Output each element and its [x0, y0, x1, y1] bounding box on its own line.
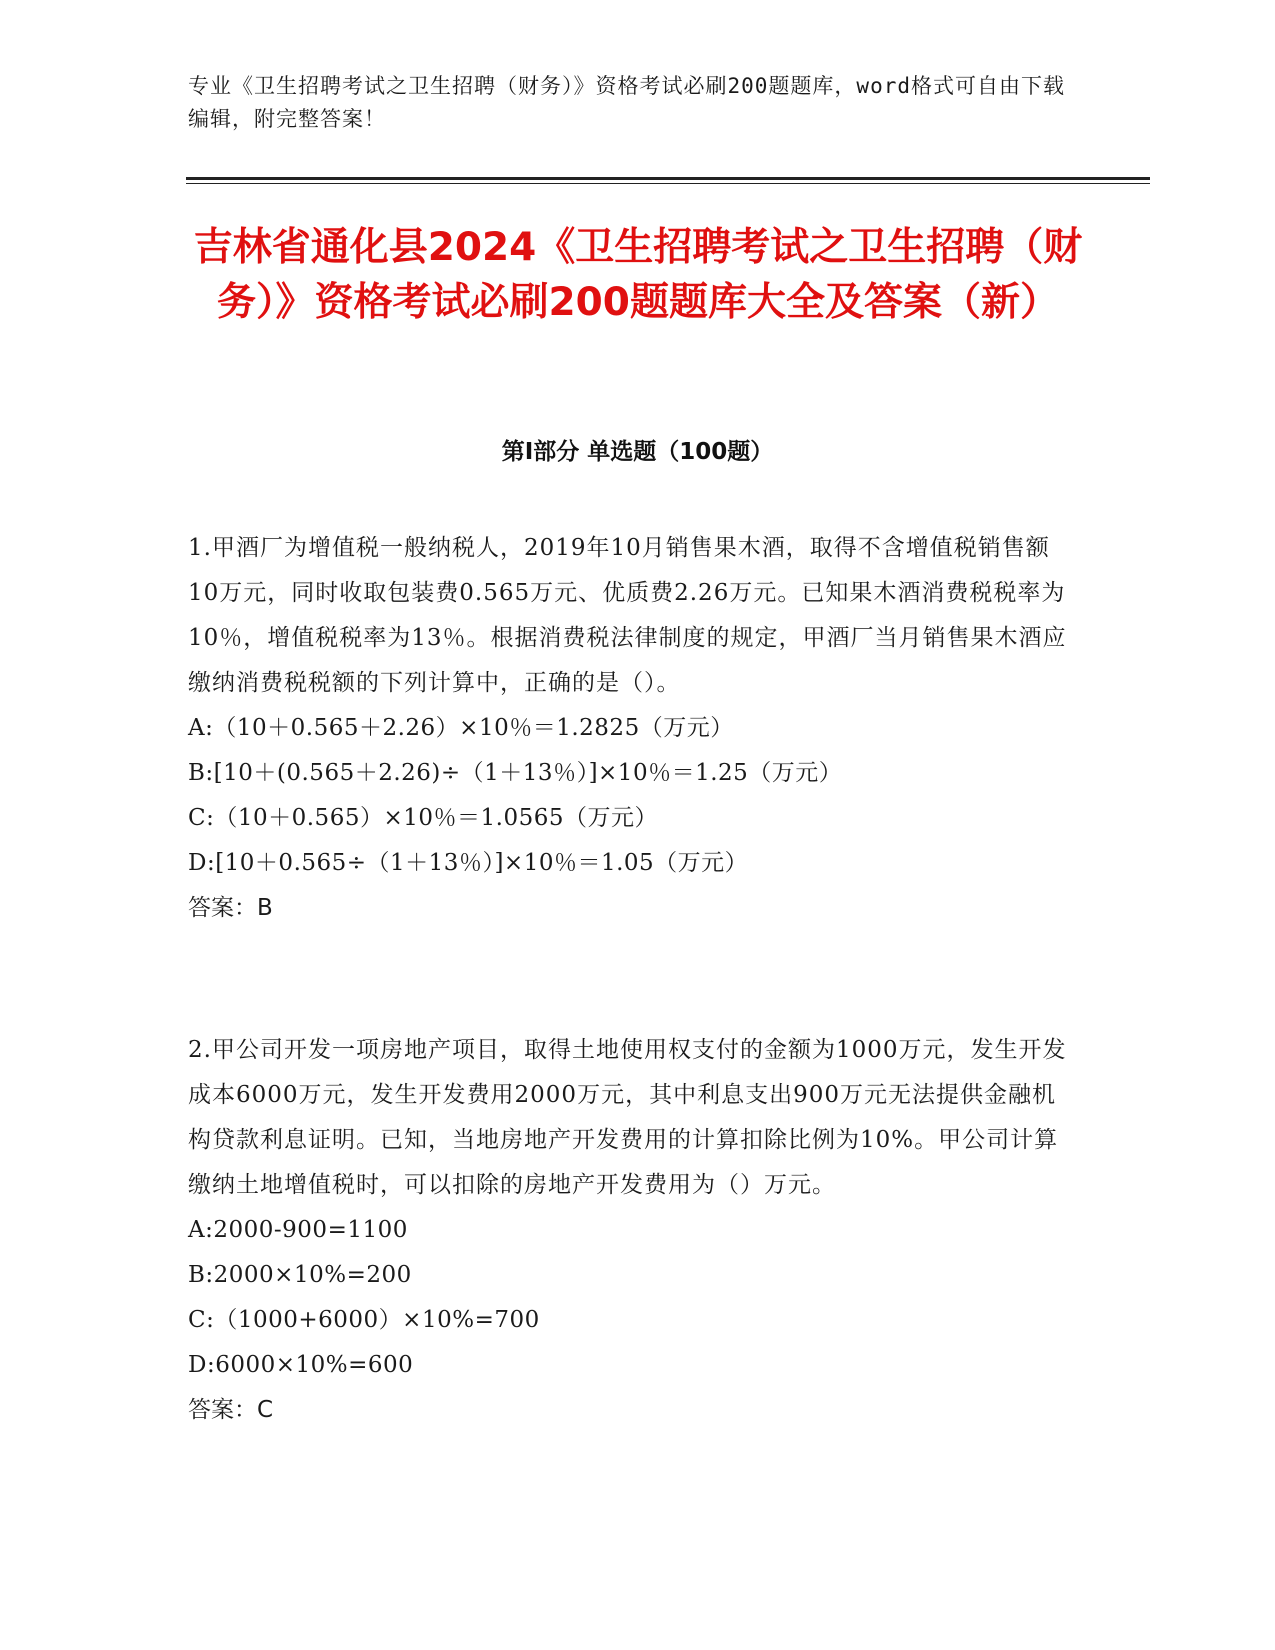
option-d: D:[10＋0.565÷（1＋13％）]×10％＝1.05（万元）	[188, 850, 749, 876]
question-stem: 2.甲公司开发一项房地产项目，取得土地使用权支付的金额为1000万元，发生开发成本6000万元，发生开发费用2000万元，其中利息支出900万元无法提供金融机构贷款利息证明。已知，当地房地产开发费用的计算扣除比例为10%。甲公司计算缴纳土地增值税时，可以扣除的房地产开发费用为（）万元。	[188, 1037, 1067, 1198]
question-stem: 1.甲酒厂为增值税一般纳税人，2019年10月销售果木酒，取得不含增值税销售额10万元，同时收取包装费0.565万元、优质费2.26万元。已知果木酒消费税税率为10％，增值税税率为13％。根据消费税法律制度的规定，甲酒厂当月销售果木酒应缴纳消费税税额的下列计算中，正确的是（）。	[188, 535, 1067, 696]
option-c: C:（1000+6000）×10%=700	[188, 1307, 540, 1333]
answer-line: 答案：B	[188, 895, 273, 921]
option-b: B:[10＋(0.565＋2.26)÷（1＋13％）]×10％＝1.25（万元）	[188, 760, 843, 786]
header-divider-thick	[186, 177, 1150, 180]
header-divider-thin	[186, 183, 1150, 184]
answer-line: 答案：C	[188, 1397, 274, 1423]
question-2	[188, 1028, 1078, 1433]
option-a: A:（10＋0.565＋2.26）×10％＝1.2825（万元）	[188, 715, 734, 741]
option-d: D:6000×10%=600	[188, 1352, 414, 1378]
document-title: 吉林省通化县2024《卫生招聘考试之卫生招聘（财务）》资格考试必刷200题题库大全及答案（新）	[193, 225, 1083, 325]
section-heading: 第Ⅰ部分 单选题（100题）	[501, 439, 774, 465]
question-1	[188, 526, 1078, 931]
option-c: C:（10＋0.565）×10％＝1.0565（万元）	[188, 805, 658, 831]
header-note: 专业《卫生招聘考试之卫生招聘（财务）》资格考试必刷200题题库，word格式可自由下载编辑，附完整答案！	[188, 74, 1065, 131]
option-a: A:2000-900=1100	[188, 1217, 408, 1243]
option-b: B:2000×10%=200	[188, 1262, 412, 1288]
